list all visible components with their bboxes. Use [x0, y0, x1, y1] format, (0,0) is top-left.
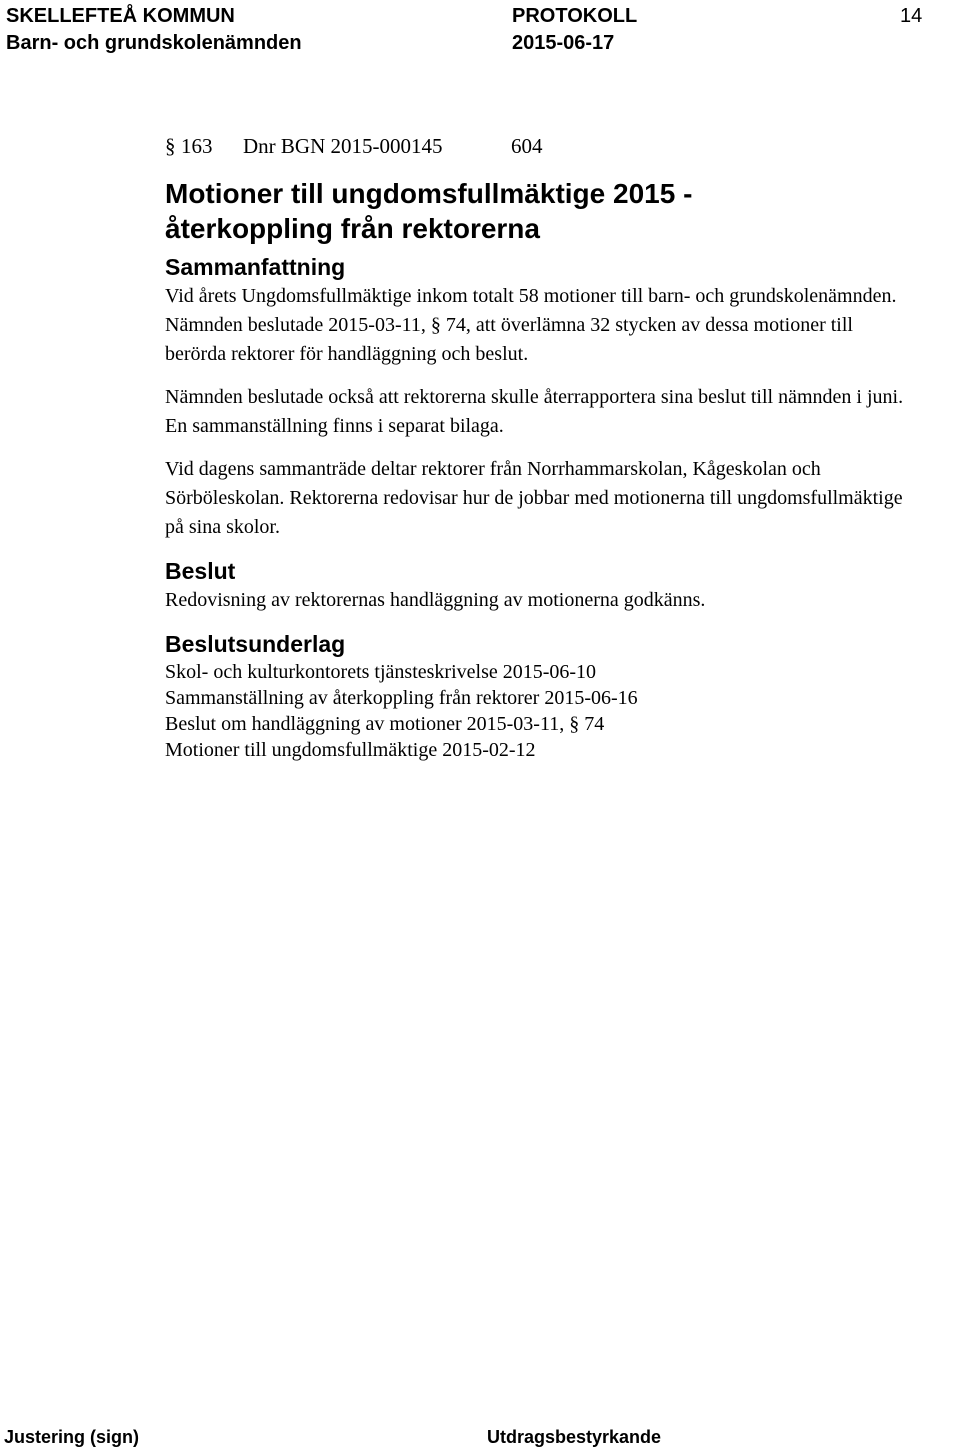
basis-item: Motioner till ungdomsfullmäktige 2015-02-12	[165, 739, 536, 761]
signature-label: Justering (sign)	[4, 1427, 140, 1447]
decision-text: Redovisning av rektorernas handläggning av motionerna godkänns.	[165, 589, 706, 611]
summary-paragraph-2: Nämnden beslutade också att rektorerna skulle återrapportera sina beslut till nämnden i juni. En sammanställning finns i separat bilaga.	[165, 386, 904, 437]
basis-list	[165, 659, 905, 763]
doc-type: PROTOKOLL	[512, 5, 638, 27]
summary-paragraph-3: Vid dagens sammanträde deltar rektorer från Norrhammarskolan, Kågeskolan och Sörböleskolan. Rektorerna redovisar hur de jobbar med motionerna till ungdomsfullmäktige på sina skolor.	[165, 458, 903, 538]
diary-number: Dnr BGN 2015-000145	[243, 134, 443, 158]
basis-item: Sammanställning av återkoppling från rektorer 2015-06-16	[165, 687, 638, 709]
org-name: SKELLEFTEÅ KOMMUN	[6, 5, 235, 27]
document-body	[165, 128, 905, 763]
decision-heading: Beslut	[165, 558, 236, 584]
meeting-date: 2015-06-17	[512, 32, 615, 54]
page-number: 14	[900, 5, 923, 27]
certification-label: Utdragsbestyrkande	[487, 1427, 662, 1447]
basis-item: Skol- och kulturkontorets tjänsteskrivelse 2015-06-10	[165, 661, 597, 683]
summary-paragraph-1: Vid årets Ungdomsfullmäktige inkom totalt 58 motioner till barn- och grundskolenämnden. Nämnden beslutade 2015-03-11, § 74, att överlämna 32 stycken av dessa motioner till berörda rektorer för handläggning och beslut.	[165, 285, 897, 365]
committee-name: Barn- och grundskolenämnden	[6, 32, 302, 54]
basis-heading: Beslutsunderlag	[165, 631, 346, 657]
paragraph-reference	[165, 128, 905, 164]
paragraph-number: 163	[181, 134, 213, 158]
page-title	[165, 176, 905, 246]
archive-code: 604	[511, 134, 543, 158]
title-line-2: återkoppling från rektorerna	[165, 213, 540, 244]
title-line-1: Motioner till ungdomsfullmäktige 2015 -	[165, 178, 693, 209]
paragraph-symbol: §	[165, 134, 176, 158]
summary-heading: Sammanfattning	[165, 254, 346, 280]
basis-item: Beslut om handläggning av motioner 2015-03-11, § 74	[165, 713, 605, 735]
